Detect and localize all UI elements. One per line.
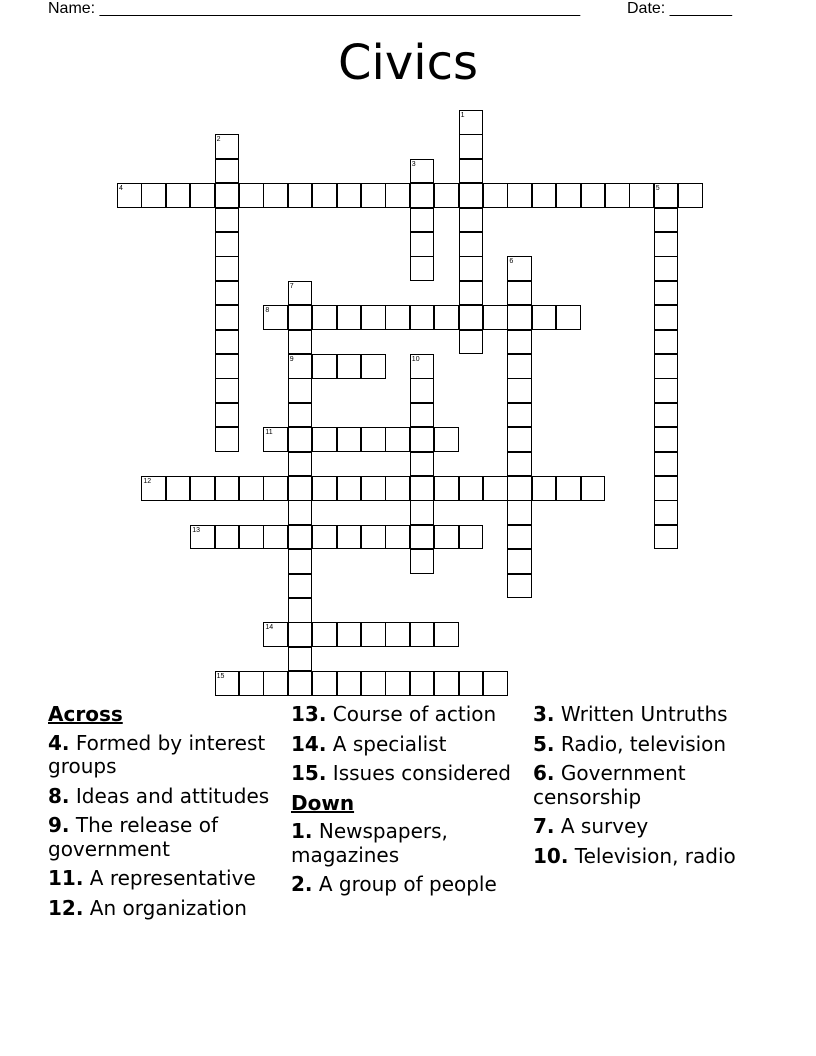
grid-cell[interactable]	[532, 305, 557, 330]
clue-down-6: 6. Government censorship	[533, 761, 686, 809]
grid-cell[interactable]	[605, 183, 630, 208]
grid-cell[interactable]	[288, 378, 313, 403]
grid-cell[interactable]	[215, 232, 240, 257]
grid-cell[interactable]	[410, 305, 435, 330]
grid-cell[interactable]	[654, 281, 679, 306]
grid-cell[interactable]	[288, 574, 313, 599]
grid-cell[interactable]	[459, 476, 484, 501]
grid-number: 10	[411, 356, 420, 363]
grid-number: 12	[143, 478, 152, 485]
grid-cell[interactable]	[263, 525, 288, 550]
grid-cell[interactable]	[312, 525, 337, 550]
grid-cell[interactable]	[239, 183, 264, 208]
grid-cell[interactable]	[288, 403, 313, 428]
grid-cell[interactable]	[288, 500, 313, 525]
grid-cell[interactable]	[312, 183, 337, 208]
grid-cell[interactable]	[239, 525, 264, 550]
grid-cell[interactable]	[507, 452, 532, 477]
grid-cell[interactable]	[337, 354, 362, 379]
grid-cell[interactable]	[288, 647, 313, 672]
grid-cell[interactable]	[410, 525, 435, 550]
grid-cell[interactable]	[678, 183, 703, 208]
clue-across-12: 12. An organization	[48, 895, 247, 920]
grid-number: 9	[289, 356, 294, 363]
grid-cell[interactable]	[507, 525, 532, 550]
grid-cell[interactable]	[239, 476, 264, 501]
grid-cell[interactable]	[288, 427, 313, 452]
grid-number: 5	[655, 185, 660, 193]
grid-cell[interactable]	[507, 476, 532, 501]
clue-column-1	[48, 703, 278, 926]
grid-cell[interactable]	[312, 622, 337, 647]
grid-cell[interactable]	[288, 330, 313, 355]
grid-cell[interactable]	[507, 183, 532, 208]
grid-cell[interactable]	[654, 476, 679, 501]
grid-cell[interactable]	[654, 378, 679, 403]
grid-cell[interactable]	[385, 476, 410, 501]
grid-cell[interactable]	[312, 671, 337, 696]
grid-cell[interactable]	[654, 232, 679, 257]
grid-cell[interactable]	[532, 183, 557, 208]
grid-cell[interactable]	[263, 183, 288, 208]
grid-cell[interactable]	[654, 403, 679, 428]
grid-cell[interactable]	[654, 208, 679, 233]
clue-down-2: 2. A group of people	[291, 872, 497, 896]
clue-across-9: 9. The release of government	[48, 813, 218, 861]
grid-cell[interactable]	[507, 330, 532, 355]
grid-cell[interactable]	[507, 549, 532, 574]
grid-cell[interactable]	[215, 183, 240, 208]
clue-down-5: 5. Radio, television	[533, 731, 727, 756]
grid-cell[interactable]	[507, 500, 532, 525]
grid-cell[interactable]	[410, 256, 435, 281]
grid-cell[interactable]	[361, 427, 386, 452]
grid-cell[interactable]	[483, 671, 508, 696]
grid-cell[interactable]	[361, 525, 386, 550]
grid-cell[interactable]	[166, 476, 191, 501]
grid-cell[interactable]	[507, 427, 532, 452]
grid-cell[interactable]	[654, 305, 679, 330]
grid-cell[interactable]	[410, 378, 435, 403]
grid-cell[interactable]	[581, 476, 606, 501]
grid-cell[interactable]	[312, 427, 337, 452]
clue-column-3	[533, 703, 773, 874]
page-title: Civics	[338, 35, 478, 91]
grid-cell[interactable]	[239, 671, 264, 696]
grid-cell[interactable]	[654, 427, 679, 452]
grid-cell[interactable]	[263, 476, 288, 501]
grid-cell[interactable]	[215, 256, 240, 281]
grid-cell[interactable]	[434, 476, 459, 501]
grid-cell[interactable]	[556, 305, 581, 330]
clue-down-3: 3. Written Untruths	[533, 702, 728, 726]
grid-cell[interactable]	[507, 403, 532, 428]
grid-cell[interactable]	[215, 159, 240, 184]
grid-cell[interactable]	[263, 671, 288, 696]
grid-cell[interactable]	[459, 281, 484, 306]
grid-number: 2	[216, 136, 221, 144]
grid-number: 6	[509, 258, 514, 266]
grid-cell[interactable]	[385, 525, 410, 550]
grid-cell[interactable]	[556, 476, 581, 501]
grid-cell[interactable]	[215, 427, 240, 452]
grid-cell[interactable]	[410, 452, 435, 477]
grid-cell[interactable]	[288, 598, 313, 623]
grid-cell[interactable]	[288, 525, 313, 550]
grid-cell[interactable]	[654, 525, 679, 550]
clue-down-10: 10. Television, radio	[533, 843, 736, 868]
grid-cell[interactable]	[385, 305, 410, 330]
grid-cell[interactable]	[410, 671, 435, 696]
grid-cell[interactable]	[410, 183, 435, 208]
grid-cell[interactable]	[434, 671, 459, 696]
grid-cell[interactable]	[337, 525, 362, 550]
grid-cell[interactable]	[385, 622, 410, 647]
grid-cell[interactable]	[288, 305, 313, 330]
grid-cell[interactable]	[215, 354, 240, 379]
clue-across-8: 8. Ideas and attitudes	[48, 783, 270, 808]
grid-cell[interactable]	[288, 476, 313, 501]
clue-across-14: 14. A specialist	[291, 731, 447, 756]
grid-cell[interactable]	[410, 500, 435, 525]
grid-number: 8	[265, 307, 270, 315]
grid-cell[interactable]	[288, 671, 313, 696]
grid-cell[interactable]	[507, 354, 532, 379]
grid-number: 3	[411, 160, 416, 168]
grid-cell[interactable]	[629, 183, 654, 208]
grid-cell[interactable]	[410, 622, 435, 647]
grid-cell[interactable]	[459, 159, 484, 184]
grid-cell[interactable]	[190, 476, 215, 501]
grid-cell[interactable]	[288, 549, 313, 574]
across-heading: Across	[48, 702, 123, 726]
grid-cell[interactable]	[337, 183, 362, 208]
grid-cell[interactable]	[410, 232, 435, 257]
grid-number: 15	[216, 673, 225, 681]
grid-cell[interactable]	[410, 476, 435, 501]
grid-cell[interactable]	[483, 476, 508, 501]
grid-cell[interactable]	[459, 671, 484, 696]
date-field[interactable]: Date: _______	[627, 0, 732, 17]
grid-number: 13	[192, 526, 200, 534]
grid-cell[interactable]	[654, 354, 679, 379]
clue-down-7: 7. A survey	[533, 814, 649, 838]
grid-number: 14	[265, 624, 274, 632]
grid-cell[interactable]	[410, 427, 435, 452]
grid-cell[interactable]	[507, 574, 532, 599]
down-heading: Down	[291, 790, 355, 815]
grid-cell[interactable]	[459, 256, 484, 281]
grid-cell[interactable]	[337, 476, 362, 501]
grid-cell[interactable]	[312, 305, 337, 330]
grid-cell[interactable]	[288, 452, 313, 477]
grid-cell[interactable]	[654, 330, 679, 355]
grid-cell[interactable]	[434, 525, 459, 550]
grid-cell[interactable]	[215, 378, 240, 403]
grid-cell[interactable]	[361, 476, 386, 501]
clue-across-15: 15. Issues considered	[291, 761, 511, 785]
grid-cell[interactable]	[385, 183, 410, 208]
grid-cell[interactable]	[215, 281, 240, 306]
grid-cell[interactable]	[141, 183, 166, 208]
grid-cell[interactable]	[361, 622, 386, 647]
grid-cell[interactable]	[459, 232, 484, 257]
grid-cell[interactable]	[410, 208, 435, 233]
grid-cell[interactable]	[532, 476, 557, 501]
grid-cell[interactable]	[556, 183, 581, 208]
grid-cell[interactable]	[385, 427, 410, 452]
grid-cell[interactable]	[507, 281, 532, 306]
grid-number: 7	[289, 282, 294, 290]
grid-cell[interactable]	[215, 330, 240, 355]
grid-cell[interactable]	[361, 671, 386, 696]
grid-cell[interactable]	[312, 354, 337, 379]
grid-cell[interactable]	[337, 305, 362, 330]
grid-cell[interactable]	[361, 183, 386, 208]
grid-cell[interactable]	[361, 354, 386, 379]
grid-cell[interactable]	[459, 330, 484, 355]
grid-cell[interactable]	[361, 305, 386, 330]
grid-cell[interactable]	[654, 256, 679, 281]
grid-cell[interactable]	[459, 134, 484, 159]
grid-number: 1	[460, 112, 465, 119]
grid-cell[interactable]	[288, 183, 313, 208]
name-field[interactable]: Name: ______________________________________________________	[48, 0, 581, 17]
grid-cell[interactable]	[483, 183, 508, 208]
grid-cell[interactable]	[215, 403, 240, 428]
grid-cell[interactable]	[337, 622, 362, 647]
grid-cell[interactable]	[459, 208, 484, 233]
clue-column-2	[291, 703, 523, 903]
grid-cell[interactable]	[410, 403, 435, 428]
clue-across-4: 4. Formed by interest groups	[48, 730, 266, 778]
grid-cell[interactable]	[215, 305, 240, 330]
grid-cell[interactable]	[483, 305, 508, 330]
clue-across-11: 11. A representative	[48, 866, 256, 890]
grid-cell[interactable]	[434, 427, 459, 452]
clue-down-1: 1. Newspapers, magazines	[291, 819, 448, 867]
grid-cell[interactable]	[581, 183, 606, 208]
grid-cell[interactable]	[507, 378, 532, 403]
grid-cell[interactable]	[337, 427, 362, 452]
clue-across-13: 13. Course of action	[291, 702, 497, 726]
grid-cell[interactable]	[459, 525, 484, 550]
grid-cell[interactable]	[288, 622, 313, 647]
grid-cell[interactable]	[434, 305, 459, 330]
grid-cell[interactable]	[215, 208, 240, 233]
grid-cell[interactable]	[215, 476, 240, 501]
grid-cell[interactable]	[337, 671, 362, 696]
grid-cell[interactable]	[166, 183, 191, 208]
grid-cell[interactable]	[190, 183, 215, 208]
grid-cell[interactable]	[459, 305, 484, 330]
grid-cell[interactable]	[507, 305, 532, 330]
grid-number: 11	[265, 429, 273, 437]
grid-cell[interactable]	[215, 525, 240, 550]
grid-cell[interactable]	[434, 622, 459, 647]
grid-cell[interactable]	[654, 452, 679, 477]
grid-cell[interactable]	[385, 671, 410, 696]
grid-cell[interactable]	[459, 183, 484, 208]
grid-number: 4	[119, 185, 123, 193]
grid-cell[interactable]	[434, 183, 459, 208]
grid-cell[interactable]	[312, 476, 337, 501]
grid-cell[interactable]	[410, 549, 435, 574]
grid-cell[interactable]	[654, 500, 679, 525]
